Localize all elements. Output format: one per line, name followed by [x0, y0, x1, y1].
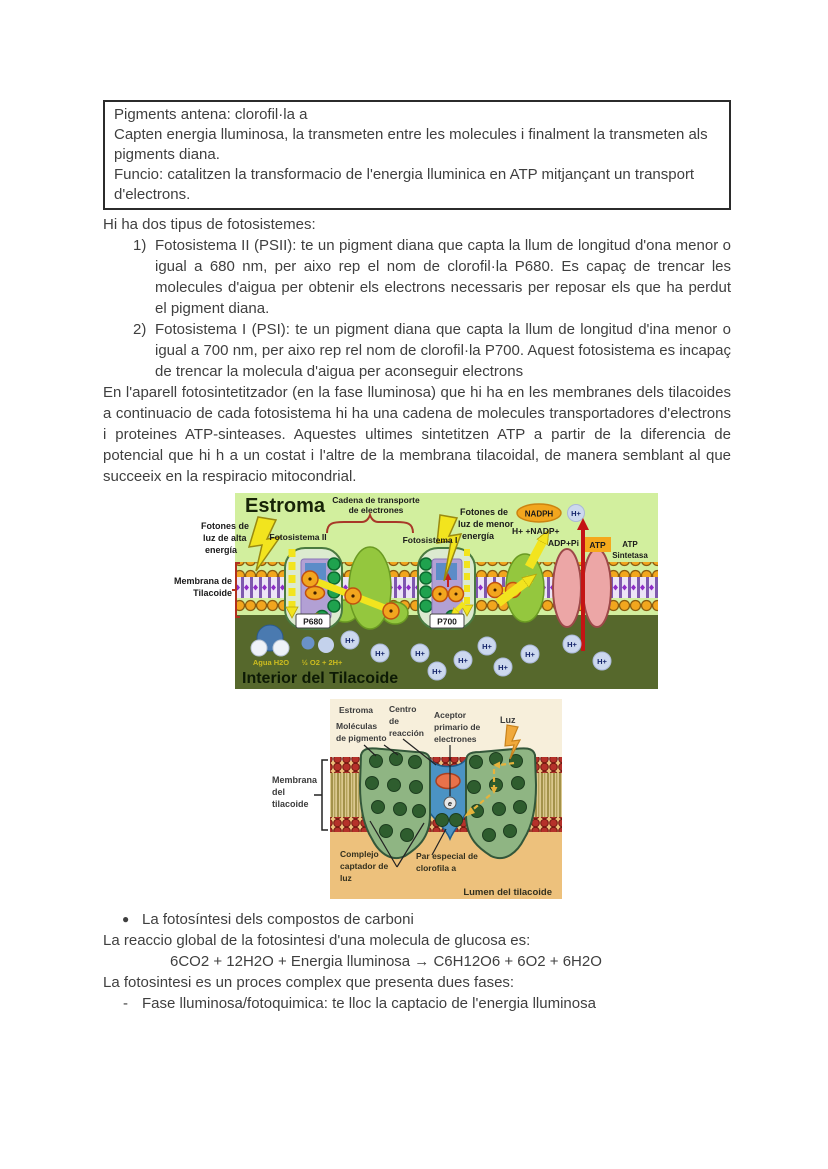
svg-text:H+: H+ [458, 656, 468, 665]
p680-label: P680 [303, 616, 323, 627]
hplus-ion [411, 644, 429, 662]
electron-circle [444, 797, 456, 809]
svg-text:H+: H+ [482, 642, 492, 651]
svg-text:Cadena de transporte: Cadena de transporte [332, 495, 420, 505]
bullet-item [103, 909, 731, 930]
nadph-label: NADPH [524, 509, 554, 519]
svg-text:del: del [272, 787, 286, 797]
oxygen-molecule [302, 637, 315, 650]
list-number: 2) [133, 321, 147, 338]
membrana-tilacoide-label [272, 775, 318, 809]
reaction-center-oval [436, 774, 460, 789]
atp-badge [584, 537, 611, 552]
list-number: 1) [133, 237, 147, 254]
dash-text: Fase lluminosa/fotoquimica: te lloc la captacio de l'energia lluminosa [142, 995, 596, 1012]
box-line: Capten energia lluminosa, la transmeten entre les molecules i finalment la transmeten als pigments diana. [114, 126, 708, 163]
lumen-label: Lumen del tilacoide [463, 887, 552, 898]
estroma-title: Estroma [245, 495, 326, 517]
svg-text:Sintetasa: Sintetasa [612, 551, 648, 560]
membrane-bracket [314, 760, 328, 830]
interior-title: Interior del Tilacoide [242, 670, 399, 687]
svg-text:H+: H+ [525, 650, 535, 659]
svg-text:H+: H+ [375, 649, 385, 658]
hplus-ion [428, 662, 446, 680]
oxigen-label: ½ O2 + 2H+ [301, 658, 343, 667]
hplus-ion [478, 637, 496, 655]
phases-intro-line: La fotosintesi es un proces complex que presenta dues fases: [103, 974, 515, 991]
svg-text:ATP: ATP [622, 540, 638, 549]
svg-text:H+: H+ [415, 649, 425, 658]
svg-text:Par especial de: Par especial de [416, 851, 478, 861]
bullet-text: La fotosíntesi dels compostos de carboni [142, 911, 414, 928]
svg-text:H+: H+ [567, 640, 577, 649]
photosynthesis-equation: 6CO2 + 12H2O + Energia lluminosa → C6H12O6 + 6O2 + 6H2O [170, 953, 602, 970]
hplus-ion [494, 658, 512, 676]
list-text: Fotosistema I (PSI): te un pigment diana que capta la llum de longitud d'ina menor o igual a 700 nm, per aixo rep rel nom de clorofil·la P700. Aquest fotosistema es incapaç de trencar la molecula d'aigua per aconseguir electrons [155, 321, 731, 380]
svg-text:tilacoide: tilacoide [272, 799, 309, 809]
list-text: Fotosistema II (PSII): te un pigment diana que capta la llum de longitud d'ona menor o igual a 680 nm, per aixo rep el nom de clorofil·la P680. Es capaç de trencar les molecules d'aigua per obtenir els electrons necessaris per reposar els que ha perdut el pigment diana. [155, 237, 731, 317]
svg-text:ATP: ATP [589, 540, 606, 550]
svg-text:e: e [448, 801, 452, 808]
svg-text:captador de: captador de [340, 861, 389, 871]
svg-text:luz de menor: luz de menor [458, 519, 514, 529]
svg-text:Fotones de: Fotones de [201, 521, 250, 531]
svg-text:H+: H+ [571, 509, 581, 518]
membrana-tilacoide-label [174, 576, 232, 598]
svg-text:Membrana de: Membrana de [173, 576, 232, 586]
svg-text:reacción: reacción [389, 728, 424, 738]
diagram-thylakoid-light-phase [168, 493, 658, 689]
svg-text:H+: H+ [345, 636, 355, 645]
svg-text:Aceptor: Aceptor [434, 710, 467, 720]
adp-pi-label: ADP+Pi [548, 538, 579, 548]
svg-text:de pigmento: de pigmento [336, 733, 387, 743]
intro-line: Hi ha dos tipus de fotosistemes: [103, 216, 316, 233]
box-line: Pigments antena: clorofil·la a [114, 106, 308, 123]
svg-text:Moléculas: Moléculas [336, 721, 378, 731]
nadph-badge [517, 504, 561, 522]
hplus-ion [371, 644, 389, 662]
svg-text:energía: energía [462, 531, 495, 541]
reaction-intro-line: La reaccio global de la fotosintesi d'una molecula de glucosa es: [103, 932, 531, 949]
svg-text:Tilacoide: Tilacoide [193, 588, 232, 598]
h-nadp-label: H+ +NADP+ [512, 526, 560, 536]
hplus-ion [568, 505, 585, 522]
svg-text:de: de [389, 716, 399, 726]
hplus-ion [593, 652, 611, 670]
luz-label: Luz [500, 715, 516, 725]
agua-label: Agua H2O [252, 658, 290, 667]
svg-text:energía: energía [205, 545, 238, 555]
svg-text:primario de: primario de [434, 722, 481, 732]
hplus-ion [454, 651, 472, 669]
list-item-2 [103, 319, 731, 382]
page-content [103, 100, 731, 1014]
svg-text:Fotones de: Fotones de [460, 507, 509, 517]
fotosistema-i-label: Fotosistema I [402, 535, 458, 545]
svg-text:Membrana: Membrana [272, 775, 318, 785]
svg-text:Complejo: Complejo [340, 849, 379, 859]
body-paragraph: En l'aparell fotosintetitzador (en la fase lluminosa) que hi ha en les membranes dels tilacoides a continuacio de cada fotosistema hi ha una cadena de molecules transportadores d'electrons i proteines ATP-sinteases. Aquestes ultimes sintetitzen ATP a partir de la diferencia de potencial que hi h a un costat i l'altre de la membrana tilacoidal, de manera semblant al que succeeix en la respiracio mitocondrial. [103, 384, 731, 485]
fotosistema-ii-label: Fotosistema II [269, 532, 327, 542]
bullet-marker: ● [122, 912, 130, 926]
svg-text:luz de alta: luz de alta [203, 533, 247, 543]
dash-marker: - [123, 995, 128, 1012]
svg-text:luz: luz [340, 873, 352, 883]
dash-item [103, 993, 731, 1014]
svg-text:H+: H+ [432, 667, 442, 676]
svg-text:clorofila a: clorofila a [416, 863, 457, 873]
svg-text:H+: H+ [498, 663, 508, 672]
hplus-ion [341, 631, 359, 649]
summary-box [103, 100, 731, 210]
list-item-1 [103, 235, 731, 319]
svg-text:H+: H+ [597, 657, 607, 666]
photosystem-i [418, 548, 475, 629]
svg-text:de electrones: de electrones [348, 505, 404, 515]
diagram-photosystem-detail [270, 699, 562, 899]
proton-molecule [318, 637, 334, 653]
svg-text:electrones: electrones [434, 734, 477, 744]
estroma-label: Estroma [339, 705, 374, 715]
hplus-ion [563, 635, 581, 653]
hplus-ion [521, 645, 539, 663]
box-line: Funcio: catalitzen la transformacio de l'energia lluminica en ATP mitjançant un transport d'electrons. [114, 166, 695, 203]
svg-text:Centro: Centro [389, 704, 417, 714]
p700-label: P700 [437, 616, 457, 627]
